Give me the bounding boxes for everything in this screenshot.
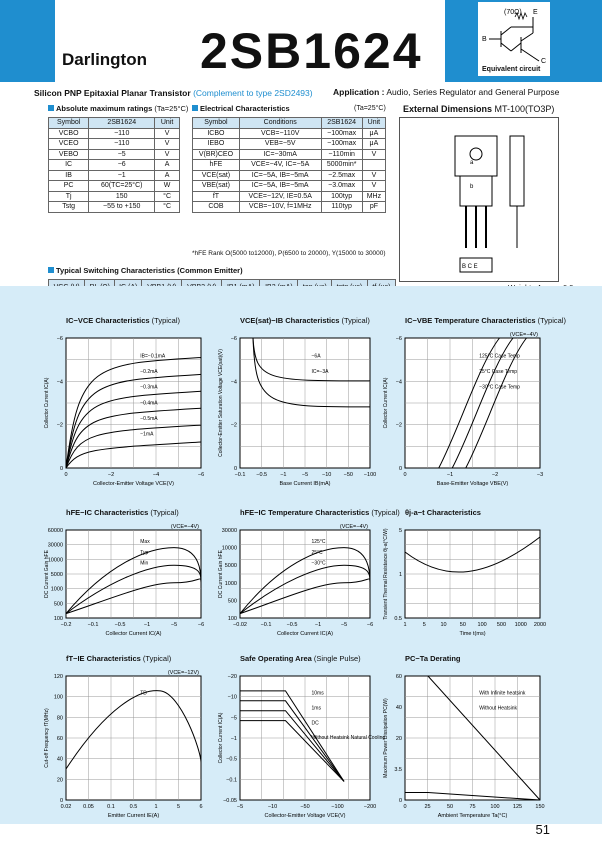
equivalent-circuit-label: Equivalent circuit xyxy=(482,66,541,73)
table-cell: °C xyxy=(155,191,180,202)
y-axis-label: Collector-Emitter Saturation Voltage VCE(sat)(V) xyxy=(218,349,224,457)
y-tick-label: 3.5 xyxy=(394,767,402,773)
x-tick-label: −6 xyxy=(197,472,205,478)
x-tick-label: 0.02 xyxy=(60,804,72,810)
table-cell: VCEO xyxy=(49,139,89,150)
table-row xyxy=(49,202,180,213)
table-cell: VCB=−110V xyxy=(239,128,321,139)
x-axis-label: Emitter Current IE(A) xyxy=(107,813,160,819)
package-outline xyxy=(400,118,560,283)
table-cell: V xyxy=(155,149,180,160)
table-cell: V xyxy=(155,139,180,150)
condition-label: (VCE=−4V) xyxy=(170,524,199,530)
table-cell: 150 xyxy=(89,191,155,202)
x-tick-label: −50 xyxy=(300,804,310,810)
x-tick-label: −0.2 xyxy=(60,622,72,628)
svg-text:a: a xyxy=(470,160,474,166)
svg-text:B: B xyxy=(482,36,487,43)
x-axis-label: Collector-Emitter Voltage VCE(V) xyxy=(93,481,174,487)
table-cell: A xyxy=(155,160,180,171)
table-row xyxy=(193,160,386,171)
header-cell: 2SB1624 xyxy=(89,118,155,129)
x-tick-label: −5 xyxy=(170,622,178,628)
y-axis-label: Collector Current IC(A) xyxy=(44,377,50,429)
curve-label: 25°C Case Temp xyxy=(479,369,518,376)
table-cell: μA xyxy=(362,128,385,139)
table-cell: −100max xyxy=(321,139,362,150)
x-tick-label: −1 xyxy=(280,472,287,478)
equivalent-circuit xyxy=(478,2,550,76)
y-axis-label: DC Current Gain hFE xyxy=(218,550,224,598)
y-tick-label: 40 xyxy=(395,705,402,711)
curve-label: Typ xyxy=(140,549,149,556)
y-tick-label: 30000 xyxy=(221,528,237,534)
y-tick-label: 1000 xyxy=(50,586,63,593)
curve-label: 25°C xyxy=(311,549,323,556)
x-tick-label: −100 xyxy=(363,472,377,478)
svg-text:b: b xyxy=(470,184,474,190)
device-description: Silicon PNP Epitaxial Planar Transistor (Complement to type 2SD2493) xyxy=(34,88,313,98)
y-tick-label: −5 xyxy=(230,715,237,722)
table-cell: COB xyxy=(193,202,240,213)
y-tick-label: 60 xyxy=(395,674,402,680)
x-axis-label: Time t(ms) xyxy=(459,631,486,637)
y-tick-label: −4 xyxy=(395,379,402,386)
graph-title: VCE(sat)−IB Characteristics (Typical) xyxy=(240,316,370,325)
y-tick-label: 500 xyxy=(227,598,237,605)
x-axis-label: Collector Current IC(A) xyxy=(277,631,333,637)
curve-label: −0.2mA xyxy=(140,369,158,376)
header-cell: Symbol xyxy=(49,118,89,129)
condition-label: (VCE=−4V) xyxy=(339,524,368,530)
amr-title: Absolute maximum ratings (Ta=25°C) xyxy=(48,104,188,113)
graph-title: IC−VBE Temperature Characteristics (Typical) xyxy=(405,316,566,325)
y-tick-label: 80 xyxy=(56,715,63,722)
table-cell: VEBO xyxy=(49,149,89,160)
x-tick-label: −0.5 xyxy=(256,472,268,478)
series-name: Darlington xyxy=(62,50,147,69)
table-cell: IC xyxy=(49,160,89,171)
header-cell: 2SB1624 xyxy=(321,118,362,129)
x-tick-label: 5 xyxy=(422,622,426,628)
curve-label: IC=−3A xyxy=(311,369,329,376)
x-tick-label: 50 xyxy=(446,804,454,810)
table-cell: VCBO xyxy=(49,128,89,139)
x-tick-label: 0 xyxy=(403,804,407,810)
svg-text:(70Ω): (70Ω) xyxy=(504,9,522,16)
table-row xyxy=(49,160,180,171)
graph-title: Safe Operating Area (Single Pulse) xyxy=(240,654,361,663)
table-cell: hFE xyxy=(193,160,240,171)
table-cell: MHz xyxy=(362,191,385,202)
y-tick-label: 0 xyxy=(233,466,237,472)
table-cell: A xyxy=(155,170,180,181)
table-cell: VCE=−4V, IC=−5A xyxy=(239,160,321,171)
x-tick-label: −0.02 xyxy=(233,622,247,628)
table-cell: −5 xyxy=(89,149,155,160)
x-tick-label: 100 xyxy=(477,622,487,628)
table-row xyxy=(49,149,180,160)
table-cell: fT xyxy=(193,191,240,202)
curve-label: IB=−0.1mA xyxy=(140,353,166,360)
graph-title: hFE−IC Characteristics (Typical) xyxy=(66,508,179,517)
package-drawing xyxy=(399,117,559,282)
table-cell: −110min xyxy=(321,149,362,160)
table-row xyxy=(193,139,386,150)
graph-title: θj-a−t Characteristics xyxy=(405,508,481,517)
table-row xyxy=(49,170,180,181)
table-cell: VCE=−12V, IE=0.5A xyxy=(239,191,321,202)
y-tick-label: 0 xyxy=(59,466,63,472)
x-tick-label: 1 xyxy=(403,622,407,628)
x-tick-label: 0.5 xyxy=(129,804,138,810)
svg-text:B C E: B C E xyxy=(462,264,478,270)
curve-label: −30°C Case Temp xyxy=(479,384,520,391)
table-row xyxy=(49,128,180,139)
y-tick-label: 100 xyxy=(53,694,63,701)
graph-g2 xyxy=(218,336,377,487)
graph-title: fT−IE Characteristics (Typical) xyxy=(66,654,172,663)
table-cell: V xyxy=(362,149,385,160)
y-tick-label: −2 xyxy=(230,422,237,429)
x-tick-label: −0.5 xyxy=(286,622,298,628)
table-cell: −110 xyxy=(89,139,155,150)
curve-label: DC xyxy=(311,720,319,727)
y-tick-label: 120 xyxy=(53,674,63,680)
table-cell: Tstg xyxy=(49,202,89,213)
table-cell: 5000min* xyxy=(321,160,362,171)
x-tick-label: −3 xyxy=(536,472,544,478)
y-tick-label: −0.5 xyxy=(226,756,237,763)
x-axis-label: Base-Emitter Voltage VBE(V) xyxy=(436,481,509,487)
table-row xyxy=(193,170,386,181)
table-cell: VCE(sat) xyxy=(193,170,240,181)
header-cell: Unit xyxy=(155,118,180,129)
x-tick-label: 5 xyxy=(176,804,181,810)
ext-dim-title: External Dimensions MT-100(TO3P) xyxy=(403,104,555,114)
x-tick-label: 6 xyxy=(199,804,203,810)
table-cell: −110 xyxy=(89,128,155,139)
graph-g9 xyxy=(383,674,545,819)
x-tick-label: 0.05 xyxy=(83,804,94,810)
y-tick-label: 0.5 xyxy=(394,616,402,622)
x-tick-label: −0.1 xyxy=(260,622,272,628)
x-axis-label: Collector Current IC(A) xyxy=(105,631,162,637)
svg-text:C: C xyxy=(541,58,547,65)
table-cell: IEBO xyxy=(193,139,240,150)
y-tick-label: 100 xyxy=(53,616,63,622)
x-tick-label: 0 xyxy=(403,472,407,478)
table-cell: −1 xyxy=(89,170,155,181)
curve-label: 1ms xyxy=(311,705,321,712)
curve-label: −0.4mA xyxy=(140,400,158,407)
table-cell xyxy=(362,160,385,171)
curve-label: Max xyxy=(140,539,150,546)
x-tick-label: 1000 xyxy=(514,622,527,628)
graph-g7 xyxy=(44,670,203,819)
graph-g4 xyxy=(44,524,205,637)
table-cell: VBE(sat) xyxy=(193,181,240,192)
table-cell: IC=−5A, IB=−5mA xyxy=(239,181,321,192)
switching-title: Typical Switching Characteristics (Common Emitter) xyxy=(48,266,243,275)
table-cell: V xyxy=(362,170,385,181)
x-tick-label: −1 xyxy=(446,472,454,478)
curve-label: 125°C Case Temp xyxy=(479,353,520,360)
table-cell: −2.5max xyxy=(321,170,362,181)
y-tick-label: 0 xyxy=(398,798,402,804)
x-tick-label: 75 xyxy=(469,804,476,810)
graph-g5 xyxy=(218,524,374,637)
table-row xyxy=(193,149,386,160)
table-cell: pF xyxy=(362,202,385,213)
x-tick-label: −4 xyxy=(152,472,160,478)
y-tick-label: −4 xyxy=(230,379,237,386)
x-tick-label: −0.1 xyxy=(234,472,246,478)
table-cell: VEB=−5V xyxy=(239,139,321,150)
y-axis-label: Cut-off Frequency fT(MHz) xyxy=(44,708,50,768)
table-cell: μA xyxy=(362,139,385,150)
graph-g1 xyxy=(44,336,205,487)
y-tick-label: −6 xyxy=(230,336,237,342)
y-tick-label: 0 xyxy=(398,466,402,472)
amr-table xyxy=(48,117,180,213)
table-row xyxy=(193,191,386,202)
part-number: 2SB1624 xyxy=(200,23,423,79)
table-row xyxy=(193,202,386,213)
x-tick-label: −200 xyxy=(363,804,377,810)
x-tick-label: 25 xyxy=(424,804,431,810)
table-cell: W xyxy=(155,181,180,192)
ec-title: Electrical Characteristics xyxy=(192,104,290,113)
y-tick-label: −10 xyxy=(227,694,237,701)
table-cell: V(BR)CEO xyxy=(193,149,240,160)
graph-title: hFE−IC Temperature Characteristics (Typical) xyxy=(240,508,400,517)
curve-label: TD xyxy=(140,690,147,697)
y-tick-label: 60 xyxy=(56,736,63,742)
y-axis-label: Collector Current IC(A) xyxy=(383,377,389,429)
curve-label: Min xyxy=(140,560,149,567)
table-cell: IC=−5A, IB=−5mA xyxy=(239,170,321,181)
y-tick-label: −2 xyxy=(56,422,63,429)
table-cell: °C xyxy=(155,202,180,213)
table-cell: 110typ xyxy=(321,202,362,213)
x-tick-label: 10 xyxy=(440,622,447,628)
curve-label: −0.3mA xyxy=(140,384,158,391)
graph-title: PC−Ta Derating xyxy=(405,654,461,663)
curve-label: 125°C xyxy=(311,539,326,546)
y-tick-label: 0 xyxy=(59,798,63,804)
table-cell: 60(TC=25°C) xyxy=(89,181,155,192)
table-cell: −3.0max xyxy=(321,181,362,192)
y-tick-label: −6 xyxy=(56,336,63,342)
y-tick-label: 30000 xyxy=(47,542,63,549)
table-row xyxy=(193,128,386,139)
curve-label: −1mA xyxy=(140,431,154,438)
curve-label: −0.5mA xyxy=(140,415,158,422)
x-tick-label: −10 xyxy=(321,472,332,478)
x-tick-label: 0.1 xyxy=(107,804,115,810)
x-tick-label: −10 xyxy=(267,804,278,810)
header-cell: Symbol xyxy=(193,118,240,129)
x-axis-label: Ambient Temperature Ta(°C) xyxy=(437,813,508,819)
header-cell: Unit xyxy=(362,118,385,129)
hfe-rank-note: *hFE Rank O(5000 to12000), P(6500 to 20000), Y(15000 to 30000) xyxy=(192,250,386,257)
graph-g6 xyxy=(383,528,547,637)
curve-label: −30°C xyxy=(311,560,326,567)
table-cell: ICBO xyxy=(193,128,240,139)
y-tick-label: 100 xyxy=(227,616,237,622)
x-tick-label: −1 xyxy=(143,622,151,628)
y-tick-label: −1 xyxy=(230,736,237,742)
curve-label: Without Heatsink xyxy=(479,705,518,712)
header-cell: Conditions xyxy=(239,118,321,129)
table-cell: IB xyxy=(49,170,89,181)
x-tick-label: −50 xyxy=(343,472,354,478)
y-tick-label: 10000 xyxy=(47,557,63,564)
page-number: 51 xyxy=(535,822,550,837)
svg-text:E: E xyxy=(533,9,538,16)
x-tick-label: −100 xyxy=(331,804,344,810)
x-tick-label: 1 xyxy=(154,804,158,810)
table-row xyxy=(193,181,386,192)
y-axis-label: Collector Current IC(A) xyxy=(218,712,224,764)
table-row xyxy=(49,191,180,202)
table-cell: V xyxy=(362,181,385,192)
x-axis-label: Base Current IB(mA) xyxy=(279,481,331,487)
x-tick-label: −6 xyxy=(366,622,374,628)
y-tick-label: 5000 xyxy=(224,563,237,570)
x-tick-label: 100 xyxy=(490,804,500,810)
y-tick-label: 60000 xyxy=(47,528,63,534)
table-cell: −6 xyxy=(89,160,155,171)
table-cell: IC=−30mA xyxy=(239,149,321,160)
curve-label: Without Heatsink Natural Cooling xyxy=(311,735,386,742)
x-tick-label: −5 xyxy=(236,804,244,810)
y-tick-label: 500 xyxy=(53,601,63,608)
x-tick-label: −2 xyxy=(107,472,115,478)
y-tick-label: 5000 xyxy=(50,572,63,578)
y-axis-label: DC Current Gain hFE xyxy=(44,550,50,598)
y-tick-label: −2 xyxy=(395,422,402,429)
y-tick-label: 10000 xyxy=(221,545,237,552)
x-tick-label: 0 xyxy=(64,472,68,478)
y-tick-label: −20 xyxy=(227,674,237,680)
ec-table xyxy=(192,117,386,213)
header-band xyxy=(0,0,602,82)
x-tick-label: 150 xyxy=(535,804,545,810)
table-row xyxy=(49,139,180,150)
x-tick-label: −0.5 xyxy=(114,622,126,628)
table-cell: PC xyxy=(49,181,89,192)
y-tick-label: 5 xyxy=(398,528,402,534)
circuit-diagram xyxy=(479,3,551,65)
application: Application : Audio, Series Regulator and General Purpose xyxy=(333,87,560,97)
y-tick-label: 20 xyxy=(395,736,402,742)
y-tick-label: −0.1 xyxy=(226,777,237,784)
x-tick-label: 125 xyxy=(512,804,523,810)
table-row xyxy=(49,181,180,192)
y-tick-label: −0.05 xyxy=(223,798,237,804)
x-tick-label: 500 xyxy=(496,622,507,628)
graph-title: IC−VCE Characteristics (Typical) xyxy=(66,316,181,325)
y-tick-label: 40 xyxy=(56,756,63,763)
table-cell: V xyxy=(155,128,180,139)
y-axis-label: Maximum Power Dissipation PC(W) xyxy=(383,698,389,778)
x-tick-label: 50 xyxy=(459,622,466,628)
x-tick-label: 2000 xyxy=(533,622,547,628)
condition-label: (VCE=−4V) xyxy=(509,332,538,338)
curve-label: 10ms xyxy=(311,690,324,697)
x-tick-label: −6 xyxy=(197,622,205,628)
y-tick-label: 1 xyxy=(398,572,402,578)
y-tick-label: 1000 xyxy=(224,580,237,587)
x-tick-label: −0.1 xyxy=(87,622,99,628)
condition-label: (VCE=−12V) xyxy=(167,670,199,676)
table-cell: −100max xyxy=(321,128,362,139)
x-tick-label: −5 xyxy=(340,622,348,628)
table-cell: Tj xyxy=(49,191,89,202)
x-tick-label: −2 xyxy=(491,472,499,478)
y-tick-label: −4 xyxy=(56,379,63,386)
y-axis-label: Transient Thermal Resistance θj-a(°C/W) xyxy=(383,528,389,620)
ec-cond: (Ta=25°C) xyxy=(354,105,386,112)
y-tick-label: 20 xyxy=(56,777,63,784)
table-cell: 100typ xyxy=(321,191,362,202)
table-cell: VCB=−10V, f=1MHz xyxy=(239,202,321,213)
table-cell: −55 to +150 xyxy=(89,202,155,213)
curve-label: −6A xyxy=(311,353,321,360)
x-tick-label: −5 xyxy=(301,472,309,478)
y-tick-label: −6 xyxy=(395,336,402,342)
x-tick-label: −1 xyxy=(314,622,322,628)
curve-label: With Infinite heatsink xyxy=(479,690,526,697)
x-axis-label: Collector-Emitter Voltage VCE(V) xyxy=(264,813,346,819)
graph-g3 xyxy=(383,332,544,487)
